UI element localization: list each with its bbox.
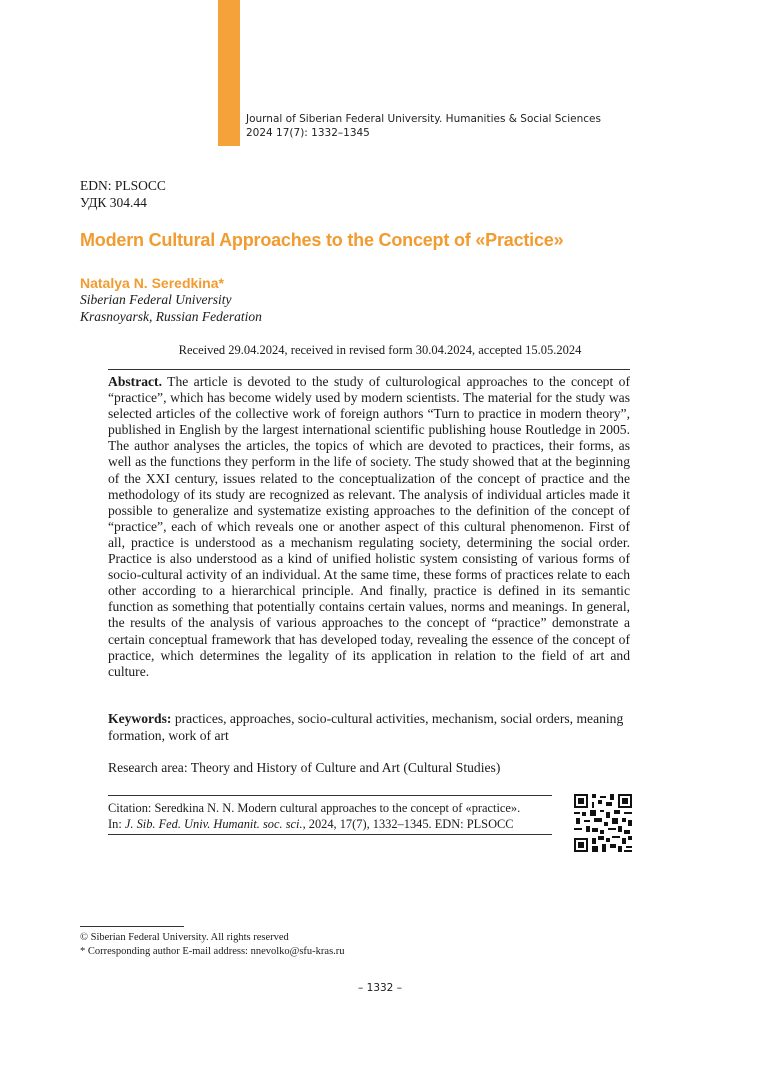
edn-code: EDN: PLSOCC — [80, 178, 166, 193]
keywords — [108, 711, 630, 744]
keywords-text: practices, approaches, socio-cultural activities, mechanism, social orders, meaning formation, work of art — [108, 711, 624, 743]
author-affiliation: Siberian Federal University — [80, 292, 232, 307]
copyright-note: © Siberian Federal University. All rights reserved — [80, 932, 289, 943]
article-title: Modern Cultural Approaches to the Concept of «Practice» — [80, 230, 564, 250]
journal-header — [246, 112, 601, 140]
abstract-label: Abstract. — [108, 374, 162, 389]
abstract-top-rule — [108, 369, 630, 370]
citation-line1: Citation: Seredkina N. N. Modern cultural approaches to the concept of «practice». — [108, 801, 521, 815]
corresponding-author-note: * Corresponding author E-mail address: nnevolko@sfu-kras.ru — [80, 946, 345, 957]
page-number: – 1332 – — [358, 982, 402, 994]
abstract — [108, 374, 630, 680]
journal-name: Journal of Siberian Federal University. Humanities & Social Sciences — [246, 113, 601, 125]
author-affiliation-block — [80, 291, 262, 325]
citation — [108, 800, 552, 832]
author-name: Natalya N. Seredkina* — [80, 275, 224, 291]
udk-code: УДК 304.44 — [80, 195, 147, 210]
research-area: Research area: Theory and History of Culture and Art (Cultural Studies) — [108, 760, 501, 775]
header-accent-bar — [218, 0, 240, 146]
footnotes — [80, 931, 345, 959]
citation-line2: In: J. Sib. Fed. Univ. Humanit. soc. sci., 2024, 17(7), 1332–1345. EDN: PLSOCC — [108, 817, 514, 831]
received-dates: Received 29.04.2024, received in revised form 30.04.2024, accepted 15.05.2024 — [178, 343, 582, 357]
footnote-rule — [80, 926, 184, 927]
author-location: Krasnoyarsk, Russian Federation — [80, 309, 262, 324]
citation-bottom-rule — [108, 834, 552, 835]
abstract-text: The article is devoted to the study of culturological approaches to the concept of “practice”, which has become widely used by modern scientists. The material for the study was selected articles of the collective work of foreign authors “Turn to practice in modern theory”, published in English by the largest international scientific publishing house Routledge in 2005. The author analyses the articles, the topics of which are devoted to practices, their forms, as well as the functions they perform in the life of society. The study showed that at the beginning of the XXI century, issues related to the conceptualization of the concept of practice and the methodology of its study are recognized as relevant. The analysis of individual articles made it possible to generalize and systematize existing approaches to the definition of the concept of “practice”, each of which reveals one or another aspect of this cultural phenomenon. First of all, practice is understood as a mechanism regulating society, determining the social order. Practice is also understood as a kind of unified holistic system consisting of various forms of socio-cultural activity of an individual. At the same time, these forms of practices relate to each other according to a hierarchical principle. And finally, practice is defined in its semantic function as something that potentially contains certain values, norms and meanings. In general, the results of the analysis of various approaches to the concept of “practice” demonstrate a certain conceptual framework that has developed today, revealing the essence of the concept of practice, which determines the legality of its application in relation to the field of art and culture. — [108, 374, 630, 679]
journal-issue: 2024 17(7): 1332–1345 — [246, 127, 370, 139]
citation-top-rule — [108, 795, 552, 796]
article-identifiers — [80, 177, 166, 211]
citation-journal: J. Sib. Fed. Univ. Humanit. soc. sci. — [124, 817, 303, 831]
qr-code-icon[interactable] — [574, 794, 632, 852]
keywords-label: Keywords: — [108, 711, 172, 726]
